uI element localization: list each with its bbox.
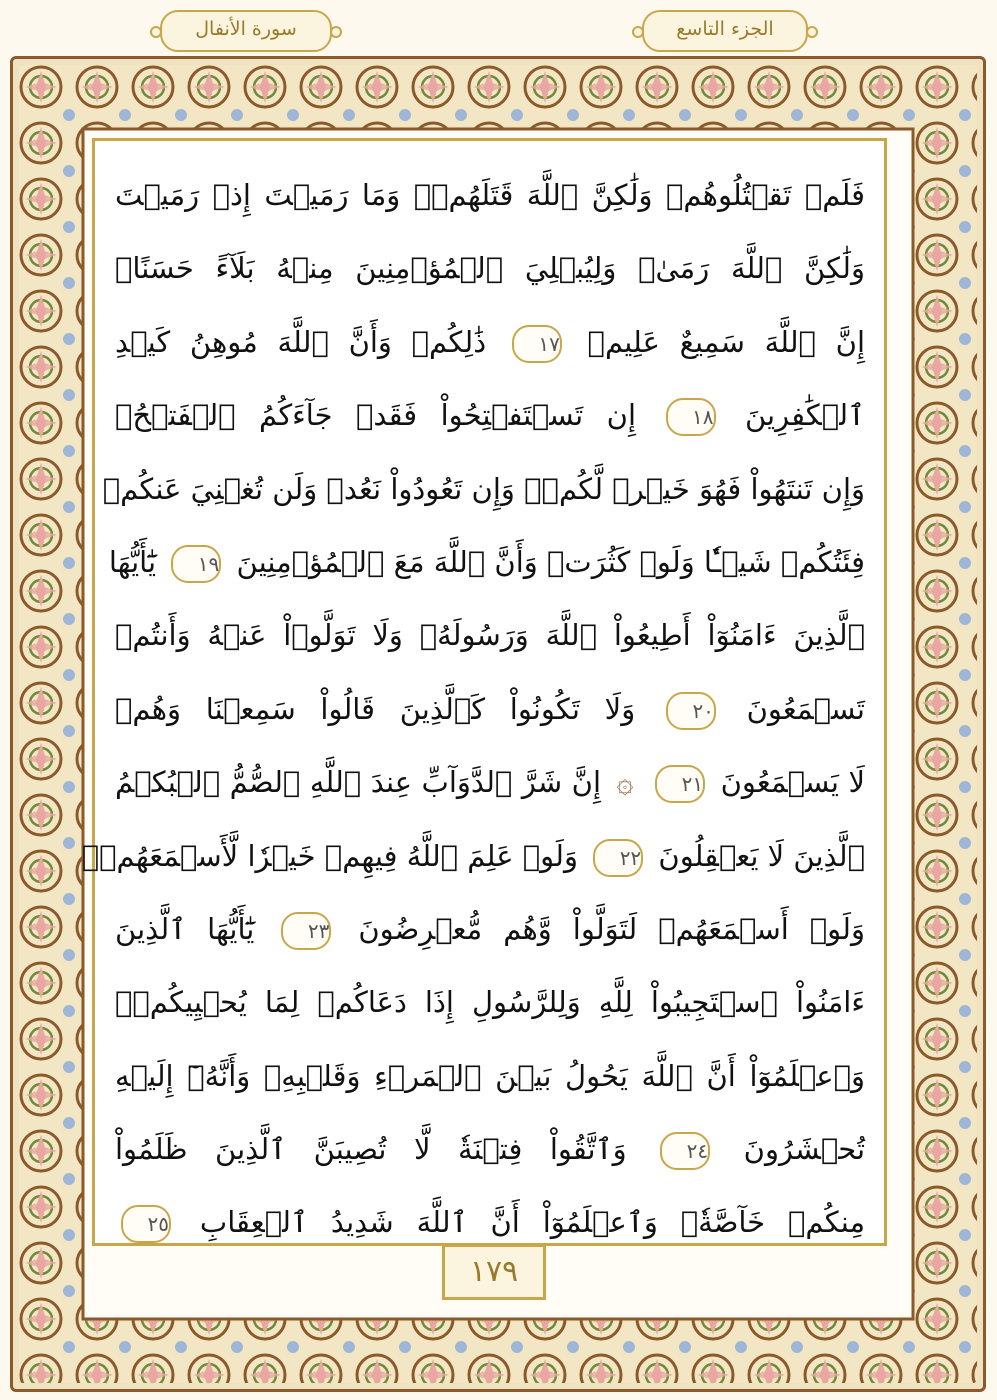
- ayah-number-marker: ٢٢: [593, 839, 643, 877]
- verse-text: ذَٰلِكُمۡ وَأَنَّ ٱللَّهَ مُوهِنُ كَيۡدِ: [115, 324, 487, 359]
- text-line: [81, 820, 865, 893]
- verse-text: يَٰٓأَيُّهَا: [108, 544, 157, 579]
- verse-text: يَٰٓأَيُّهَا ٱلَّذِينَ: [115, 911, 255, 946]
- ayah-number-marker: ٢٤: [660, 1132, 710, 1170]
- text-line: وَٱعۡلَمُوٓاْ أَنَّ ٱللَّهَ يَحُولُ بَيۡنَ ٱلۡمَرۡءِ وَقَلۡبِهِۦ وَأَنَّهُۥٓ إِلَيۡهِ: [115, 1058, 865, 1093]
- text-line: [115, 893, 865, 966]
- text-line: وَلَٰكِنَّ ٱللَّهَ رَمَىٰۚ وَلِيُبۡلِيَ ٱلۡمُؤۡمِنِينَ مِنۡهُ بَلَآءً حَسَنًاۚ: [115, 251, 865, 286]
- verse-text: تُحۡشَرُونَ: [743, 1132, 866, 1167]
- text-line: ٱلَّذِينَ ءَامَنُوٓاْ أَطِيعُواْ ٱللَّهَ وَرَسُولَهُۥ وَلَا تَوَلَّوۡاْ عَنۡهُ وَأَنتُمۡ: [115, 618, 865, 653]
- verse-text: فِئَتُكُمۡ شَيۡـٔٗا وَلَوۡ كَثُرَتۡ وَأَنَّ ٱللَّهَ مَعَ ٱلۡمُؤۡمِنِينَ: [236, 544, 865, 579]
- text-line: وَإِن تَنتَهُواْ فَهُوَ خَيۡرٞ لَّكُمۡۖ وَإِن تَعُودُواْ نَعُدۡ وَلَن تُغۡنِيَ عَنكُمۡ: [102, 471, 865, 506]
- ayah-number-marker: ١٧: [512, 325, 562, 363]
- verse-text: إِنَّ ٱللَّهَ سَمِيعٌ عَلِيمٞ: [587, 324, 866, 359]
- text-line: [115, 673, 865, 746]
- ayah-number-marker: ٢٣: [281, 912, 331, 950]
- verse-text: وَلَوۡ عَلِمَ ٱللَّهُ فِيهِمۡ خَيۡرٗا لَّأَسۡمَعَهُمۡۖ: [81, 838, 578, 873]
- text-line: [115, 1113, 865, 1186]
- verse-text: ٱلَّذِينَ لَا يَعۡقِلُونَ: [658, 838, 865, 873]
- ayah-number-marker: ٢٠: [666, 692, 716, 730]
- verse-text: إِن تَسۡتَفۡتِحُواْ فَقَدۡ جَآءَكُمُ ٱلۡفَتۡحُۖ: [115, 398, 637, 433]
- surah-label: سورة الأنفال: [160, 10, 332, 52]
- text-line: [115, 306, 865, 379]
- text-line: [115, 746, 865, 819]
- verse-text: تَسۡمَعُونَ: [746, 691, 866, 726]
- verse-text: وَٱتَّقُواْ فِتۡنَةٗ لَّا تُصِيبَنَّ ٱلَّذِينَ ظَلَمُواْ: [115, 1132, 627, 1167]
- ayah-number-marker: ٢١: [655, 765, 705, 803]
- quran-text: [81, 159, 866, 1260]
- verse-text: وَلَوۡ أَسۡمَعَهُمۡ لَتَوَلَّواْ وَّهُم مُّعۡرِضُونَ: [358, 911, 866, 946]
- verse-text: وَلَا تَكُونُواْ كَٱلَّذِينَ قَالُواْ سَمِعۡنَا وَهُمۡ: [115, 691, 636, 726]
- verse-text: مِنكُمۡ خَآصَّةٗۖ وَٱعۡلَمُوٓاْ أَنَّ ٱللَّهَ شَدِيدُ ٱلۡعِقَابِ: [199, 1205, 866, 1240]
- verse-text: لَا يَسۡمَعُونَ: [720, 765, 866, 800]
- ayah-number-marker: ٢٥: [121, 1205, 171, 1243]
- text-line: [108, 526, 865, 599]
- ayah-number-marker: ١٩: [171, 545, 221, 583]
- text-line: فَلَمۡ تَقۡتُلُوهُمۡ وَلَٰكِنَّ ٱللَّهَ قَتَلَهُمۡۚ وَمَا رَمَيۡتَ إِذۡ رَمَيۡتَ: [115, 178, 865, 212]
- text-line: ءَامَنُواْ ٱسۡتَجِيبُواْ لِلَّهِ وَلِلرَّسُولِ إِذَا دَعَاكُمۡ لِمَا يُحۡيِيكُمۡۖ: [115, 985, 865, 1020]
- text-panel: [81, 138, 887, 1246]
- text-line: [115, 379, 865, 452]
- ayah-number-marker: ١٨: [666, 398, 716, 436]
- juz-label: الجزء التاسع: [642, 10, 808, 52]
- verse-text: ٱلۡكَٰفِرِينَ: [744, 398, 866, 433]
- verse-text: إِنَّ شَرَّ ٱلدَّوَآبِّ عِندَ ٱللَّهِ ٱلصُّمُّ ٱلۡبُكۡمُ: [115, 765, 602, 800]
- sajdah-marker-icon: ۞: [616, 765, 634, 800]
- page-number: ١٧٩: [442, 1244, 546, 1300]
